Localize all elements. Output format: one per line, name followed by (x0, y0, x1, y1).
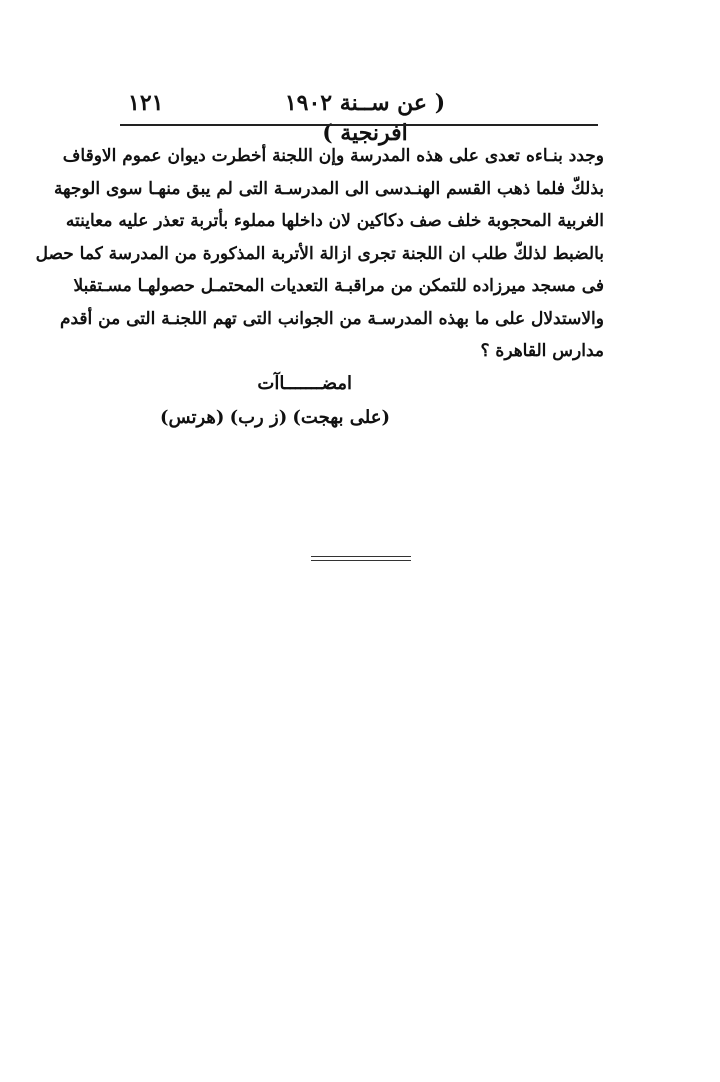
text-line: فى مسجد ميرزاده للتمكن من مراقبـة التعديات المحتمـل حصولهـا مسـتقبلا (73, 276, 604, 296)
signatory-name: (على بهجت) (292, 407, 390, 428)
signatures-label: امضـــــــاآت (257, 373, 352, 394)
text-line: والاستدلال على ما بهذه المدرسـة من الجوانب التى تهم اللجنـة التى من أقدم (59, 308, 604, 329)
text-line: الغربية المحجوبة خلف صف دكاكين لان داخلها مملوء بأتربة تعذر عليه معاينته (65, 211, 604, 231)
page-number: ١٢١ (128, 90, 164, 116)
text-line: وجدد بنـاءه تعدى على هذه المدرسة وإن اللجنة أخطرت ديوان عموم الاوقاف (62, 146, 604, 166)
running-head: ( عن ســنة ١٩٠٢ افرنجية ) (284, 90, 446, 146)
signatories (160, 404, 390, 432)
end-divider-line (311, 560, 411, 561)
body-paragraph (35, 140, 604, 368)
end-divider (311, 556, 411, 561)
text-line: بالضبط لذلكّ طلب ان اللجنة تجرى ازالة الأتربة المذكورة من المدرسة كما حصل (35, 243, 604, 264)
end-divider-line (311, 556, 411, 557)
text-line: مدارس القاهرة ؟ (480, 341, 604, 361)
signatory-name: (هرتس) (160, 407, 225, 428)
page-header (120, 88, 600, 146)
header-rule (120, 124, 598, 126)
text-line: بذلكّ فلما ذهب القسم الهنـدسى الى المدرسـة التى لم يبق منهـا سوى الوجهة (53, 178, 604, 199)
signatory-name: (ز رب) (229, 407, 288, 428)
